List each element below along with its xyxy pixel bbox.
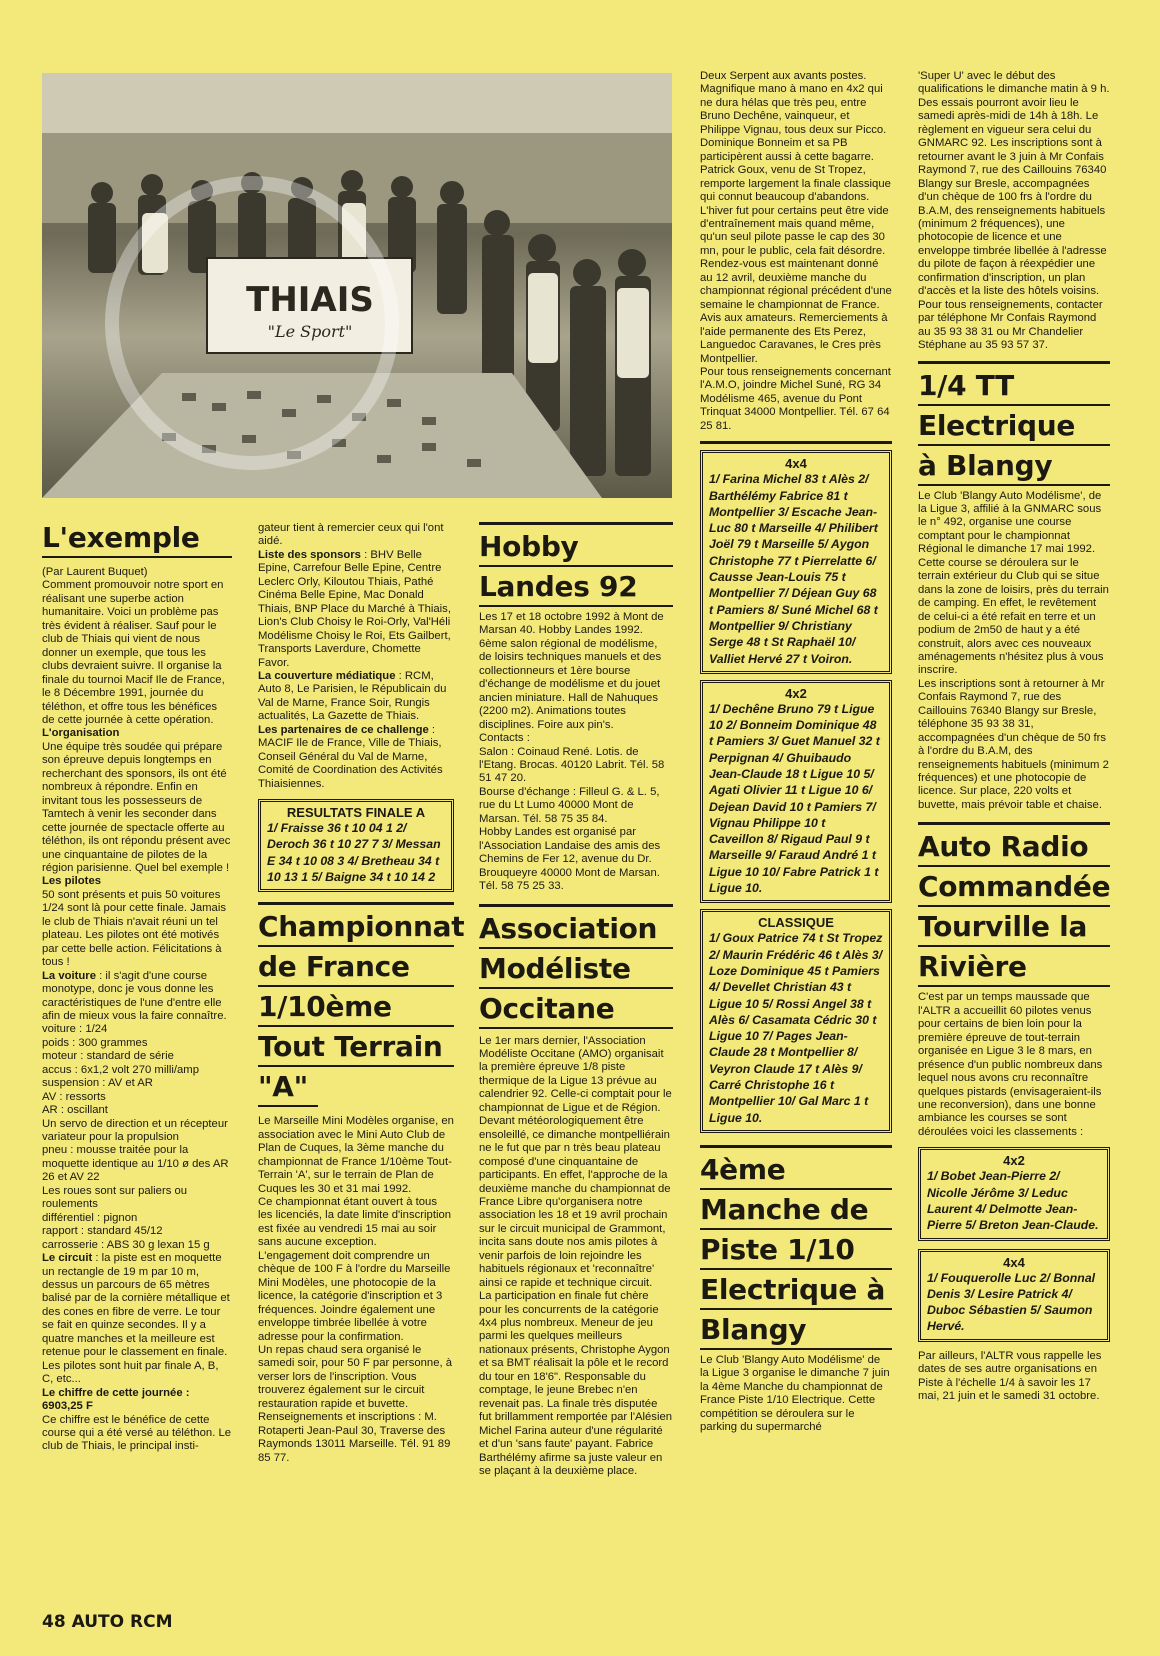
results-4x4-title: 4x4 bbox=[785, 456, 807, 472]
column-3 bbox=[479, 522, 673, 1478]
subhead-circuit: Le circuit bbox=[42, 1252, 93, 1265]
altr-4x2-box bbox=[918, 1147, 1110, 1240]
lexemple-voiture: La voiture : il s'agit d'une course monotype, donc je vous donne les caractéristiques de l'une d'entre elle afin de mieux vous la faire connaître. voiture : 1/24 poids : 300 grammes moteur : standard de série accus : 6x1,2 volt 270 milli/amp suspension : AV et AR AV : ressorts AR : oscillant Un servo de direction et un récepteur variateur pour la propulsion pneu : mousse traitée pour la moquette identique au 1/10 ø des AR 26 et AV 22 Les roues sont sur paliers ou roulements différentiel : pignon rapport : standard 45/12 carrosserie : ABS 30 g lexan 15 g bbox=[42, 969, 229, 1251]
headline-hobby-landes: Hobby Landes 92 bbox=[479, 522, 673, 607]
thiais-partners: Les partenaires de ce challenge : MACIF Ile de France, Ville de Thiais, Conseil Général du Val de Marne, Comité de Coordination des Activités Thiaisiennes. bbox=[258, 723, 443, 790]
thiais-sponsors: Liste des sponsors : BHV Belle Epine, Carrefour Belle Epine, Centre Leclerc Orly, Kiloutou Thiais, Pathé Cinéma Belle Epine, Mac Donald Thiais, BNP Place du Marché à Thiais, Lion's Club Choisy le Roi-Orly, Val'Héli Modélisme Choisy le Roi, Ets Gailbert, Transports Laverdure, Chomette Favor. bbox=[258, 548, 451, 669]
altr-4x4-title: 4x4 bbox=[1003, 1254, 1025, 1270]
championnat-body: Le Marseille Mini Modèles organise, en association avec le Mini Auto Club de Plan de Cuques, la 3ème manche du championnat de France 1/10ème Tout-Terrain 'A', sur le terrain de Plan de Cuques les 30 et 31 mai 1992. Ce championnat étant ouvert à tous les licenciés, la date limite d'inscription est fixée au vendredi 15 mai au soir sans aucune exception. L'engagement doit comprendre un chèque de 100 F à l'ordre du Marseille Mini Modèles, une photocopie de la licence, la catégorie d'inscription et 3 fréquences. Joindre également une enveloppe timbrée libellée à votre adresse pour la confirmation. Un repas chaud sera organisé le samedi soir, pour 50 F par personne, à verser lors de l'inscription. Vous trouverez également sur le circuit restauration rapide et buvette. Renseignements et inscriptions : M. Rotaperti Jean-Paul 30, Traverse des Raymonds 13011 Marseille. Tél. 91 89 85 77. bbox=[258, 1115, 454, 1464]
headline-4eme-manche: 4ème Manche de Piste 1/10 Electrique à Blangy bbox=[700, 1145, 892, 1350]
headline-auto-radio-commandee: Auto Radio Commandée Tourville la Rivière bbox=[918, 822, 1110, 987]
headline-championnat-france: Championnat de France 1/10ème Tout Terrain "A" bbox=[258, 902, 454, 1107]
results-finale-a-box bbox=[258, 799, 454, 892]
column-1 bbox=[42, 520, 232, 1454]
results-4x2-title: 4x2 bbox=[785, 685, 807, 701]
lexemple-chiffre: Ce chiffre est le bénéfice de cette course qui a été versé au téléthon. Le club de Thiais, le principal insti- bbox=[42, 1413, 232, 1453]
auto-radio-body: C'est par un temps maussade que l'ALTR a accueillit 60 pilotes venus pour certains de bien loin pour la première épreuve de tout-terrain organisée en Ligue 3 le 8 mars, en présence d'un public nombreux dans lequel nous avons cru reconnaître quelques pistards (envisageraient-ils une reconversion), dans une bonne ambiance les courses se sont déroulées voici les classements : bbox=[918, 991, 1103, 1138]
banner-sport-text: "Le Sport" bbox=[267, 322, 353, 341]
thiais-media: La couverture médiatique : RCM, Auto 8, Le Parisien, le Républicain du Val de Marne, France Soir, Rungis actualités, La Gazette de Thiais. bbox=[258, 669, 447, 723]
subhead-voiture: La voiture bbox=[42, 969, 96, 982]
headline-association-occitane: Association Modéliste Occitane bbox=[479, 904, 673, 1029]
results-finale-a-title: RESULTATS FINALE A bbox=[286, 805, 426, 821]
column-4 bbox=[700, 70, 892, 1435]
results-4x4-list: 1/ Farina Michel 83 t Alès 2/ Barthélémy Fabrice 81 t Montpellier 3/ Escache Jean-Luc 80 t Marseille 4/ Philibert Joël 79 t Marseille 5/ Aygon Christophe 77 t Pierrelatte 6/ Causse Jean-Louis 75 t Montpellier 7/ Déjean Guy 68 t Pamiers 8/ Suné Michel 68 t Montpellier 9/ Christiany Serge 48 t St Raphaël 10/ Valliet Hervé 27 t Voiron. bbox=[709, 472, 878, 666]
results-finale-a-list: 1/ Fraisse 36 t 10 04 1 2/ Deroch 36 t 10 27 7 3/ Messan E 34 t 10 08 3 4/ Bretheau 34 t 10 13 1 5/ Baigne 34 t 10 14 2 bbox=[267, 821, 441, 884]
hobby-landes-body: Les 17 et 18 octobre 1992 à Mont de Marsan 40. Hobby Landes 1992. 6ème salon régional de modélisme, de loisirs techniques manuels et des collectionneurs et 1ère bourse d'échange de modélisme et du jouet ancien miniature. Hall de Nahuques (2200 m2). Animations toutes disciplines. Foire aux pin's. Contacts : Salon : Coinaud René. Lotis. de l'Etang. Brocas. 40120 Labrit. Tél. 58 51 47 20. Bourse d'échange : Filleul G. & L. 5, rue du Lt Lumo 40000 Mont de Marsan. Tél. 58 75 35 84. Hobby Landes est organisé par l'Association Landaise des amis des Chemins de Fer 12, avenue du Dr. Brouqueyre 40000 Mont de Marsan. Tél. 58 75 25 33. bbox=[479, 611, 665, 893]
crowd-photo-illustration bbox=[42, 73, 672, 498]
banner-thiais-text: THIAIS bbox=[246, 280, 374, 320]
subhead-chiffre: Le chiffre de cette journée : 6903,25 F bbox=[42, 1386, 190, 1413]
thiais-thanks: gateur tient à remercier ceux qui l'ont aidé. bbox=[258, 522, 444, 548]
column-2 bbox=[258, 522, 465, 1465]
lexemple-pilotes: 50 sont présents et puis 50 voitures 1/24 sont là pour cette finale. Jamais le club de Thiais n'avait réuni un tel plateau. Les pilotes ont été motivés par cette belle action. Félicitations à tous ! bbox=[42, 888, 226, 969]
page-footer bbox=[42, 1612, 172, 1632]
event-photo bbox=[42, 73, 672, 498]
column-5 bbox=[918, 70, 1110, 1404]
results-classique-list: 1/ Goux Patrice 74 t St Tropez 2/ Maurin Frédéric 46 t Alès 3/ Loze Dominique 45 t Pamiers 4/ Devellet Christian 43 t Ligue 10 5/ Rossi Angel 38 t Alès 6/ Casamata Cédric 30 t Ligue 10 7/ Pages Jean-Claude 28 t Montpellier 8/ Veyron Claude 17 t Alès 9/ Carré Christophe 16 t Montpellier 10/ Gal Marc 1 t Ligue 10. bbox=[709, 931, 883, 1125]
4eme-manche-body: Le Club 'Blangy Auto Modélisme' de la Ligue 3 organise le dimanche 7 juin la 4ème Manche du championnat de France Piste 1/10 Electrique. Cette compétition se déroulera sur le parking du supermarché bbox=[700, 1353, 890, 1434]
altr-4x2-list: 1/ Bobet Jean-Pierre 2/ Nicolle Jérôme 3/ Leduc Laurent 4/ Delmotte Jean-Pierre 5/ Breton Jean-Claude. bbox=[927, 1169, 1099, 1233]
headline-lexemple: L'exemple bbox=[42, 520, 232, 558]
page-number: 48 bbox=[42, 1612, 66, 1632]
altr-dates-body: Par ailleurs, l'ALTR vous rappelle les dates de ses autre organisations en Piste à l'échelle 1/4 à savoir les 17 mai, 21 juin et le samedi 31 octobre. bbox=[918, 1349, 1102, 1403]
association-occitane-body: Le 1er mars dernier, l'Association Modéliste Occitane (AMO) organisait la première épreuve 1/8 piste thermique de la Ligue 13 prévue au calendrier 92. Celle-ci comptait pour le championnat de Ligue et de Région. Devant météorologiquement être ensoleillé, ce dimanche montpelliérain ne le fut que par n très beau plateau composé d'une cinquantaine de participants. En effet, l'approche de la deuxième manche du championnat de France Libre qu'organisera notre association les 18 et 19 avril prochain sur le circuit municipal de Grammont, incita sans doute nos amis pilotes à venir parfois de loin rejoindre les habituels régionaux et 'reconnaître' ainsi ce rapide et technique circuit. La participation en finale fut chère pour les concurrents de la catégorie 4x4 plus nombreux. Meneur de jeu parmi les quelques meilleurs nationaux présents, Christophe Aygon et sa BMT réalisait la pôle et le record du tour en 18'6". Responsable du comptage, le jeune Brebec n'en revenait pas. La finale très disputée fut brillamment remportée par l'Alésien Michel Farina auteur d'une régularité et d'un 'sans faute' payant. Fabrice Barthélémy afirme sa juste valeur en se plaçant à la deuxième place. bbox=[479, 1034, 673, 1478]
results-classique-title: CLASSIQUE bbox=[758, 915, 834, 931]
subhead-sponsors: Liste des sponsors bbox=[258, 548, 361, 561]
blangy-continued-body: 'Super U' avec le début des qualifications le dimanche matin à 9 h. Des essais pourront avoir lieu le samedi après-midi de 14h à 18h. Le règlement en vigueur sera celui du GNMARC 92. Les inscriptions sont à retourner avant le 3 juin à Mr Confais Raymond 7, rue des Caillouins 76340 Blangy sur Bresle, accompagnées d'un chèque de 100 frs à l'ordre du B.A.M, des renseignements habituels (minimum 2 fréquences), une photocopie de licence et une enveloppe timbrée libellée à l'adresse du pilote de façon à réexpédier une confirmation d'inscription, un plan d'accès et la liste des hôtels voisins. Pour tous renseignements, contacter par téléphone Mr Confais Raymond au 35 93 38 31 ou Mr Chandelier Stéphane au 35 93 57 37. bbox=[918, 70, 1110, 352]
lexemple-circuit: Le circuit : la piste est en moquette un rectangle de 19 m par 10 m, dessus un parcours de 65 mètres balisé par de la cornière métallique et des cones en fibre de verre. Le tour se fait en quinze secondes. Il y a quatre manches et la meilleure est retenue pour le classement en finale. Les pilotes sont huit par finale A, B, C, etc... bbox=[42, 1252, 230, 1386]
subhead-partners: Les partenaires de ce challenge bbox=[258, 723, 429, 736]
headline-14-tt-electrique: 1/4 TT Electrique à Blangy bbox=[918, 361, 1110, 486]
subhead-media: La couverture médiatique bbox=[258, 669, 396, 682]
results-4x2-list: 1/ Dechêne Bruno 79 t Ligue 10 2/ Bonneim Dominique 48 t Pamiers 3/ Guet Manuel 32 t Perpignan 4/ Ghuibaudo Jean-Claude 18 t Ligue 10 5/ Agati Olivier 11 t Ligue 10 6/ Dejean David 10 t Pamiers 7/ Vignau Philippe 10 t Caveillon 8/ Rigaud Paul 9 t Marseille 9/ Faraud André 1 t Ligue 10 10/ Fabre Patrick 1 t Ligue 10. bbox=[709, 701, 880, 896]
subhead-organisation: L'organisation bbox=[42, 727, 120, 740]
lexemple-intro: (Par Laurent Buquet) Comment promouvoir notre sport en réalisant une superbe action humanitaire. Voici un problème pas très évident à réaliser. Sauf pour le club de Thiais qui vient de nous donner un exemple, que tous les clubs devraient suivre. Il organise la finale du tournoi Macif Ile de France, le 8 Décembre 1991, journée du téléthon, et offre tous les bénéfices de cette journée à cette opération. bbox=[42, 566, 225, 726]
altr-4x2-title: 4x2 bbox=[1003, 1153, 1025, 1169]
results-classique-box bbox=[700, 909, 892, 1133]
magazine-name: AUTO RCM bbox=[71, 1612, 173, 1632]
14-tt-body: Le Club 'Blangy Auto Modélisme', de la Ligue 3, affilié à la GNMARC sous le n° 492, organise une course comptant pour le championnat Régional le dimanche 17 mai 1992. Cette course se déroulera sur le terrain extérieur du Club qui se situe dans la zone de loisirs, près du terrain de camping. En effet, le revêtement de celui-ci a été refait en terre et un podium de 2m50 de haut y a été construit, alors avec ces nouveaux aménagements n'hésitez plus à vous inscrire. Les inscriptions sont à retourner à Mr Confais Raymond 7, rue des Caillouins 76340 Blangy sur Bresle, téléphone 35 93 38 31, accompagnées d'un chèque de 50 frs à l'ordre du B.A.M, des renseignements habituels (minimum 2 fréquences) et une photocopie de licence. Sur place, 220 volts et buvette, mais prévoir table et chaise. bbox=[918, 489, 1109, 811]
altr-4x4-box bbox=[918, 1249, 1110, 1342]
altr-4x4-list: 1/ Fouquerolle Luc 2/ Bonnal Denis 3/ Lesire Patrick 4/ Duboc Sébastien 5/ Saumon Hervé. bbox=[927, 1270, 1096, 1334]
results-4x2-box bbox=[700, 680, 892, 904]
results-4x4-box bbox=[700, 450, 892, 674]
subhead-pilotes: Les pilotes bbox=[42, 875, 102, 888]
lexemple-organisation: Une équipe très soudée qui prépare son épreuve depuis longtemps en recherchant des sponsors, ils ont été nombreux à répondre. Enfin en invitant tous les possesseurs de Tamtech à venir les seconder dans cette journée de spectacle offerte au téléthon, ils ont répondu présent avec une cinquantaine de pilotes de la région parisienne. Quel bel exemple ! bbox=[42, 740, 231, 874]
amo-continued-body: Deux Serpent aux avants postes. Magnifique mano à mano en 4x2 qui ne dura hélas que très peu, entre Bruno Dechêne, vainqueur, et Philippe Vignau, tous deux sur Picco. Dominique Bonneim et sa PB participèrent aussi à cette bagarre. Patrick Goux, venu de St Tropez, remporte largement la finale classique qui connut beaucoup d'abandons. L'hiver fut pour certains peut être vide d'entraînement mais quand même, qu'un seul pilote passe le cap des 30 mn, pour le public, cela fait désordre. Rendez-vous est maintenant donné au 12 avril, deuxième manche du championnat régional précédent d'une semaine le championnat de France. Avis aux amateurs. Remerciements à l'aide permanente des Ets Perez, Languedoc Caravanes, le Cres près Montpellier. Pour tous renseignements concernant l'A.M.O, joindre Michel Suné, RG 34 Modélisme 465, avenue du Pont Trinquat 34000 Montpellier. Tél. 67 64 25 81. bbox=[700, 70, 892, 432]
